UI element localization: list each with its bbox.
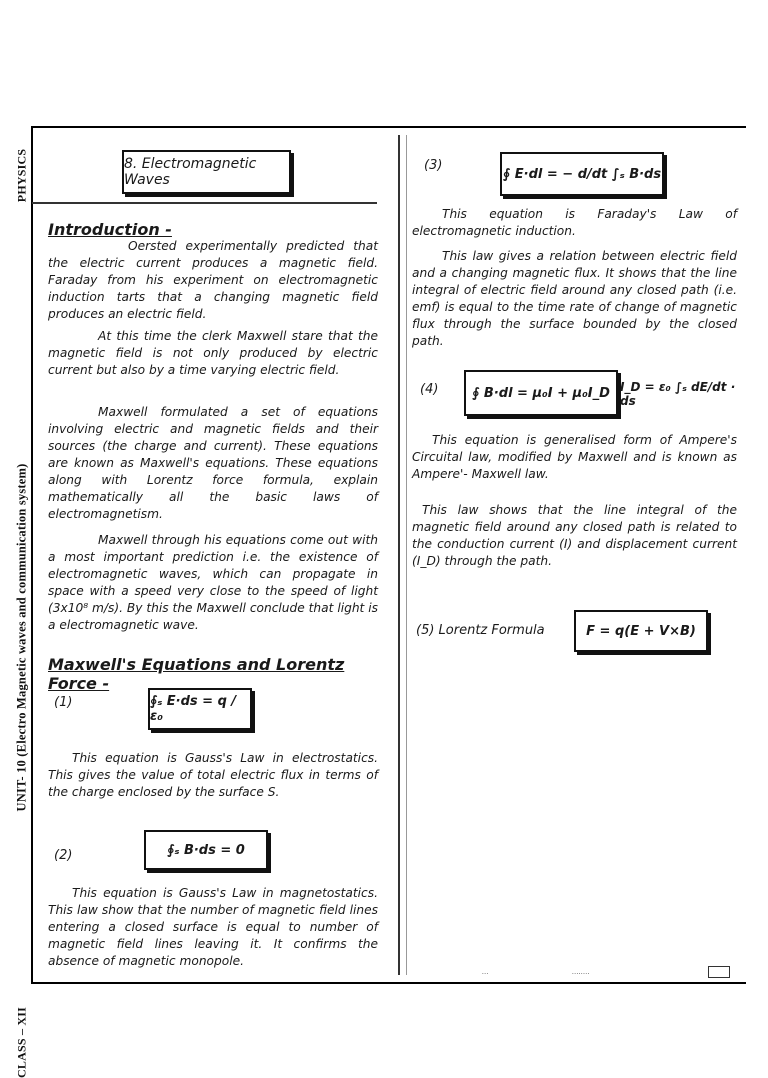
equation-1-description: This equation is Gauss's Law in electrostatics. This gives the value of total electric flux in terms of the charge enclosed by the surface S. — [48, 751, 378, 799]
footer-smudge-right: ........ — [572, 968, 590, 976]
equation-3-box: ∮ E·dl = − d/dt ∫ₛ B·ds — [500, 152, 664, 196]
chapter-title: 8. Electromagnetic Waves — [122, 150, 291, 194]
equation-3-number: (3) — [424, 158, 443, 173]
subject-label: PHYSICS — [14, 148, 29, 203]
unit-label: UNIT- 10 (Electro Magnetic waves and communication system) — [14, 463, 29, 812]
footer-smudge-left: ... — [482, 968, 489, 976]
frame-bottom-rule — [32, 982, 746, 984]
class-label: CLASS – XII — [14, 1007, 29, 1078]
side-label-strip — [4, 130, 40, 1078]
title-underline-rule — [32, 202, 377, 204]
maxwell-heading: Maxwell's Equations and Lorentz Force - — [48, 655, 345, 693]
intro-paragraph-4: Maxwell through his equations come out with a most important prediction i.e. the existence of electromagnetic waves, which can propagate in space with a speed very close to the speed of light (3x10⁸ m/s). By this the Maxwell conclude that light is a electromagnetic wave. — [48, 533, 378, 632]
equation-4-description-2: This law shows that the line integral of the magnetic field around any closed path is related to the conduction current (I) and displacement current (I_D) through the path. — [412, 503, 737, 568]
intro-paragraph-2: At this time the clerk Maxwell stare that the magnetic field is not only produced by electric current but also by a time varying electric field. — [48, 329, 378, 377]
equation-1-box: ∮ₛ E·ds = q / ε₀ — [148, 688, 252, 730]
equation-2-number: (2) — [54, 848, 73, 863]
equation-2-box: ∮ₛ B·ds = 0 — [144, 830, 268, 870]
equation-3-description-1: This equation is Faraday's Law of electromagnetic induction. — [412, 207, 737, 238]
equation-4-box: ∮ B·dl = μ₀I + μ₀I_D — [464, 370, 618, 416]
intro-paragraph-1: Oersted experimentally predicted that the electric current produces a magnetic field. Faraday from his experiment on electromagnetic induction tarts that a changing magnetic field produces an electric field. — [48, 239, 378, 321]
intro-heading: Introduction - — [48, 220, 172, 239]
equation-2-description: This equation is Gauss's Law in magnetostatics. This law show that the number of magnetic field lines entering a closed surface is equal to number of magnetic field lines leaving it. It confirms the absence of magnetic monopole. — [48, 886, 378, 968]
page-number-box — [708, 966, 730, 978]
column-divider — [398, 135, 400, 975]
frame-top-rule — [32, 126, 746, 128]
column-divider-inner — [406, 135, 407, 975]
frame-left-rule — [31, 126, 33, 984]
equation-5-label: (5) Lorentz Formula — [416, 623, 545, 638]
equation-4-description-1: This equation is generalised form of Ampere's Circuital law, modified by Maxwell and is known as Ampere'- Maxwell law. — [412, 433, 737, 481]
displacement-current-formula: I_D = ε₀ ∫ₛ dE/dt · ds — [620, 380, 736, 408]
equation-1-number: (1) — [54, 695, 73, 710]
equation-4-number: (4) — [420, 382, 439, 397]
equation-3-description-2: This law gives a relation between electric field and a changing magnetic flux. It shows that the line integral of electric field around any closed path (i.e. emf) is equal to the time rate of change of magnetic flux through the surface bounded by the closed path. — [412, 249, 737, 348]
intro-paragraph-3: Maxwell formulated a set of equations involving electric and magnetic fields and their sources (the charge and current). These equations are known as Maxwell's equations. These equations along with Lorentz force formula, explain mathematically all the basic laws of electromagnetism. — [48, 405, 378, 521]
equation-5-box: F = q(E + V×B) — [574, 610, 708, 652]
